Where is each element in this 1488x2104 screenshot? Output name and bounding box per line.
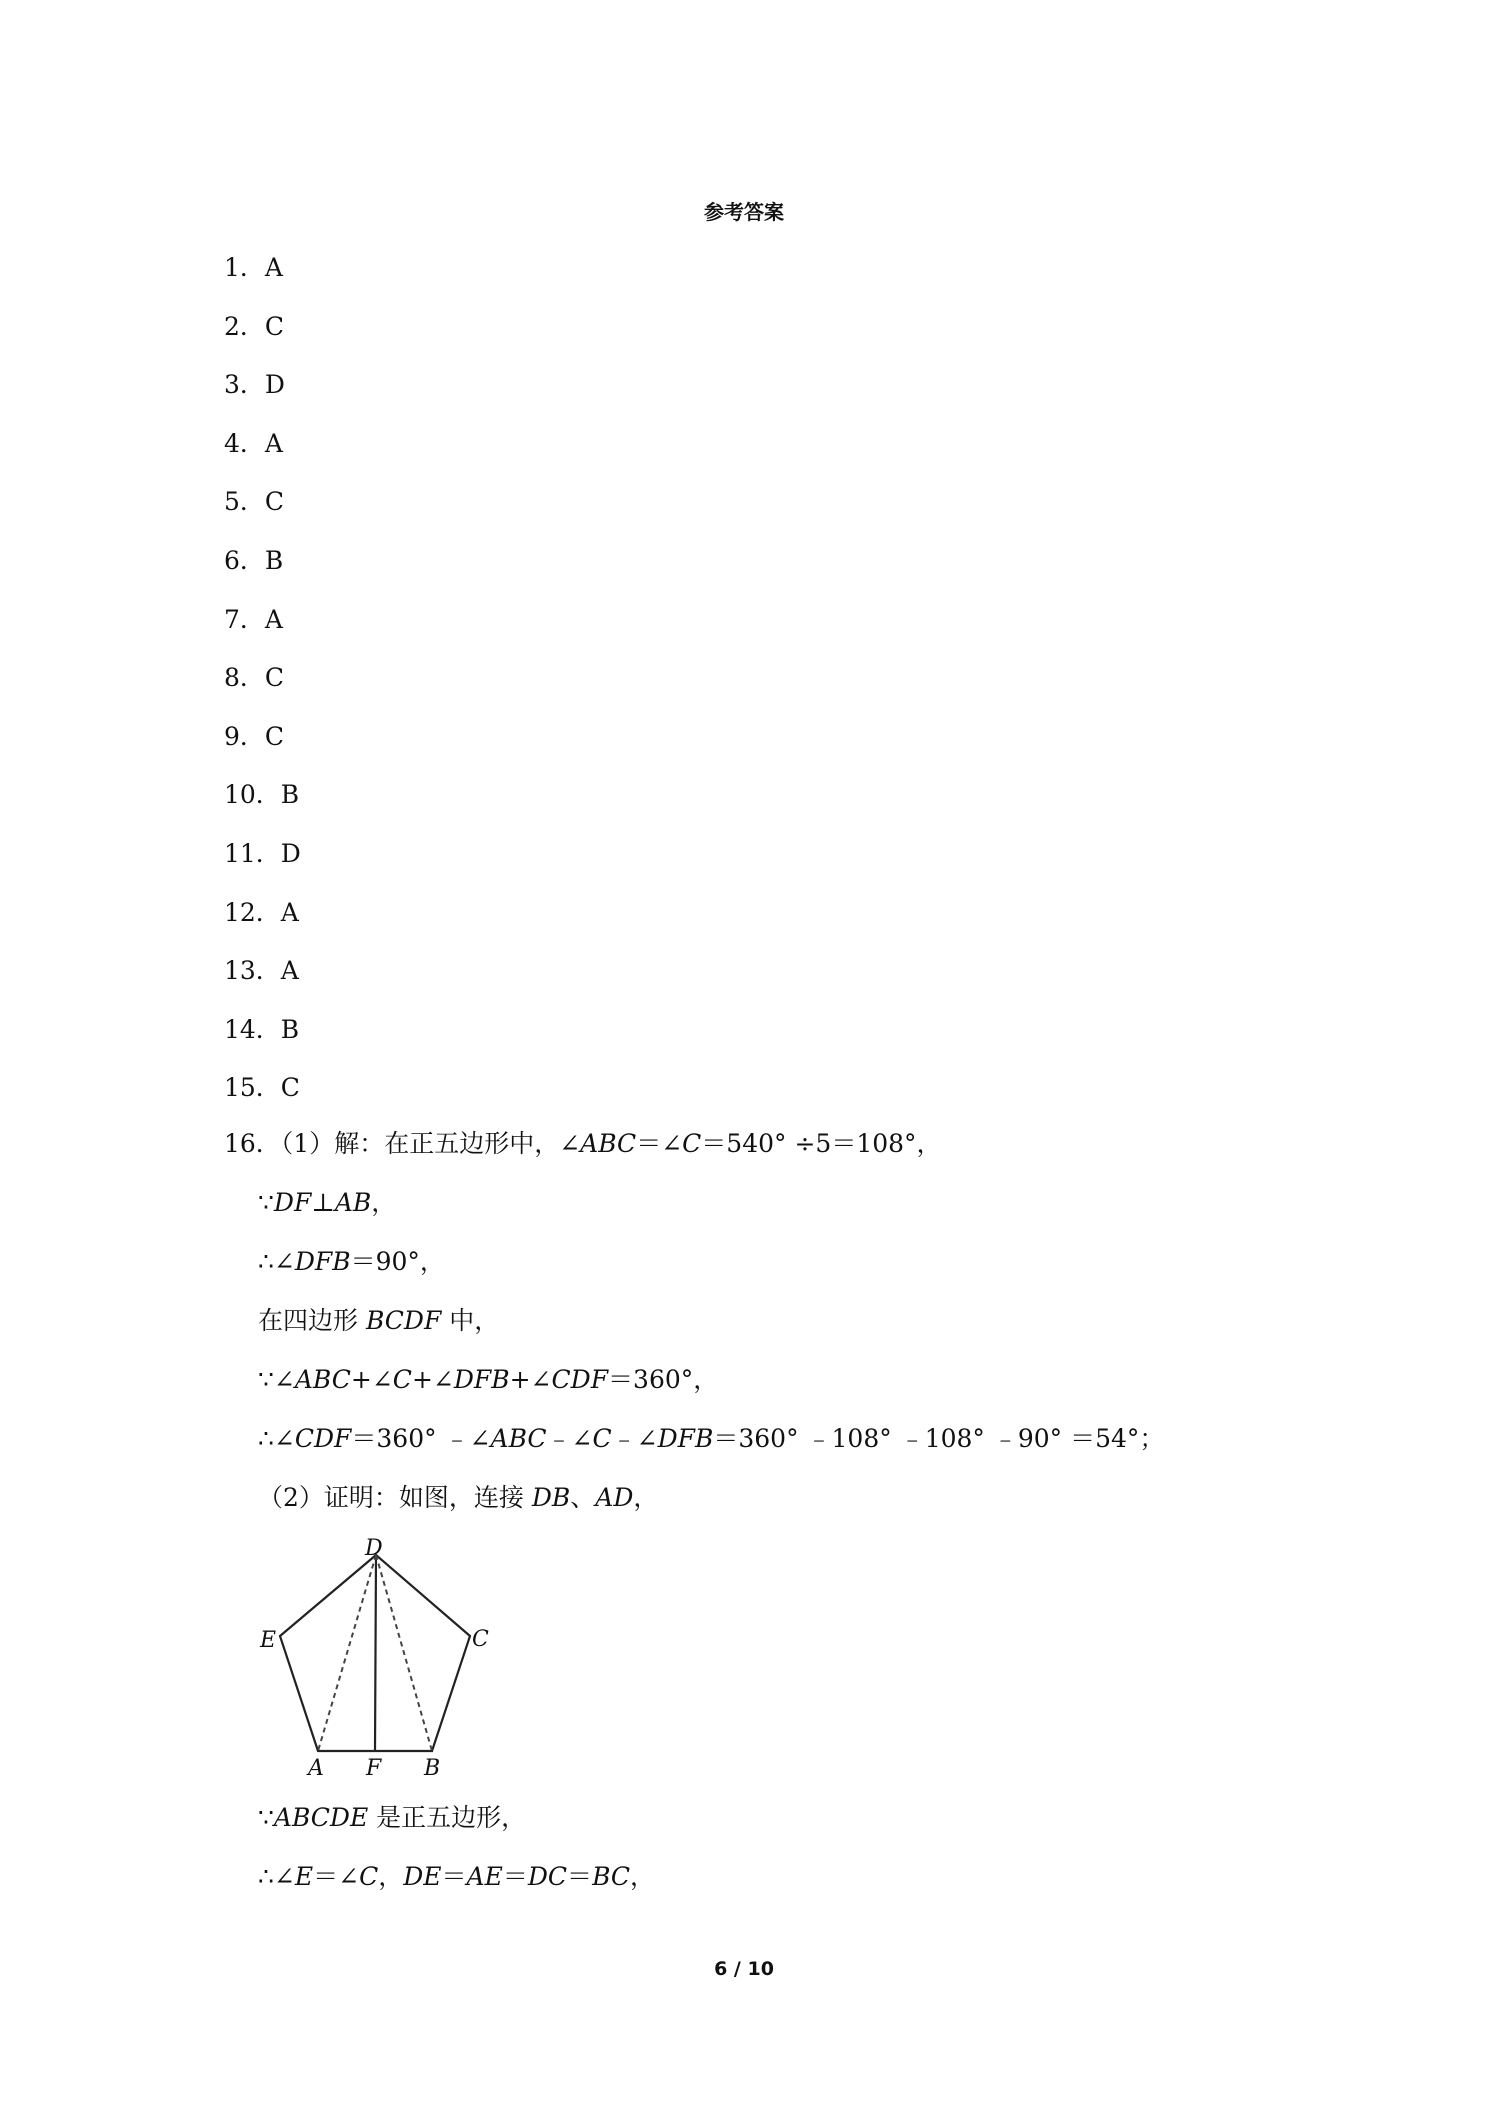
solution-line-4: 在四边形 BCDF 中， — [258, 1306, 500, 1335]
solution-line-3: ∴∠DFB＝90°， — [258, 1247, 445, 1276]
solution-line-5: ∵∠ABC+∠C+∠DFB+∠CDF＝360°， — [258, 1365, 719, 1394]
label-c: C — [472, 1627, 489, 1652]
answer-item: 9．C — [224, 721, 285, 751]
label-d: D — [365, 1536, 383, 1561]
label-b: B — [424, 1756, 441, 1780]
answer-item: 1．A — [224, 253, 283, 282]
answer-item: 13．A — [224, 956, 299, 986]
segment-df — [375, 1555, 376, 1751]
answer-item: 12．A — [224, 897, 299, 927]
solution-line-9: ∴∠E＝∠C，DE＝AE＝DC＝BC， — [258, 1862, 656, 1891]
pentagon-figure — [252, 1535, 502, 1780]
label-a: A — [308, 1756, 324, 1780]
solution-line-6: ∴∠CDF＝360° ﹣∠ABC﹣∠C﹣∠DFB＝360° ﹣108° ﹣108° ﹣90° ＝54°； — [258, 1424, 1165, 1453]
answer-item: 11．D — [224, 838, 301, 868]
answer-item: 2．C — [224, 311, 285, 341]
answer-item: 8．C — [224, 663, 285, 693]
answer-item: 14．B — [224, 1014, 300, 1044]
solution-line-7: （2）证明：如图，连接 DB、AD， — [258, 1483, 659, 1512]
answer-item: 7．A — [224, 604, 283, 634]
answer-item: 3．D — [224, 370, 285, 400]
answer-item: 10．B — [224, 780, 300, 810]
answer-item: 4．A — [224, 428, 283, 458]
solution-line-8: ∵ABCDE 是正五边形， — [258, 1803, 527, 1832]
segment-db — [376, 1555, 432, 1751]
pentagon-diagram — [252, 1535, 502, 1780]
page-title: 参考答案 — [704, 200, 784, 224]
answer-item: 5．C — [224, 487, 285, 517]
label-e: E — [260, 1628, 277, 1653]
answer-item: 6．B — [224, 545, 284, 575]
label-f: F — [366, 1756, 382, 1780]
solution-line-1: 16．（1）解：在正五边形中，∠ABC＝∠C＝540° ÷5＝108°， — [224, 1129, 942, 1158]
answer-item: 15．C — [224, 1073, 300, 1103]
page-number: 6 / 10 — [714, 1958, 774, 1980]
solution-line-2: ∵DF⊥AB， — [258, 1188, 397, 1217]
answer-list — [224, 248, 301, 1127]
segment-da — [318, 1555, 376, 1751]
